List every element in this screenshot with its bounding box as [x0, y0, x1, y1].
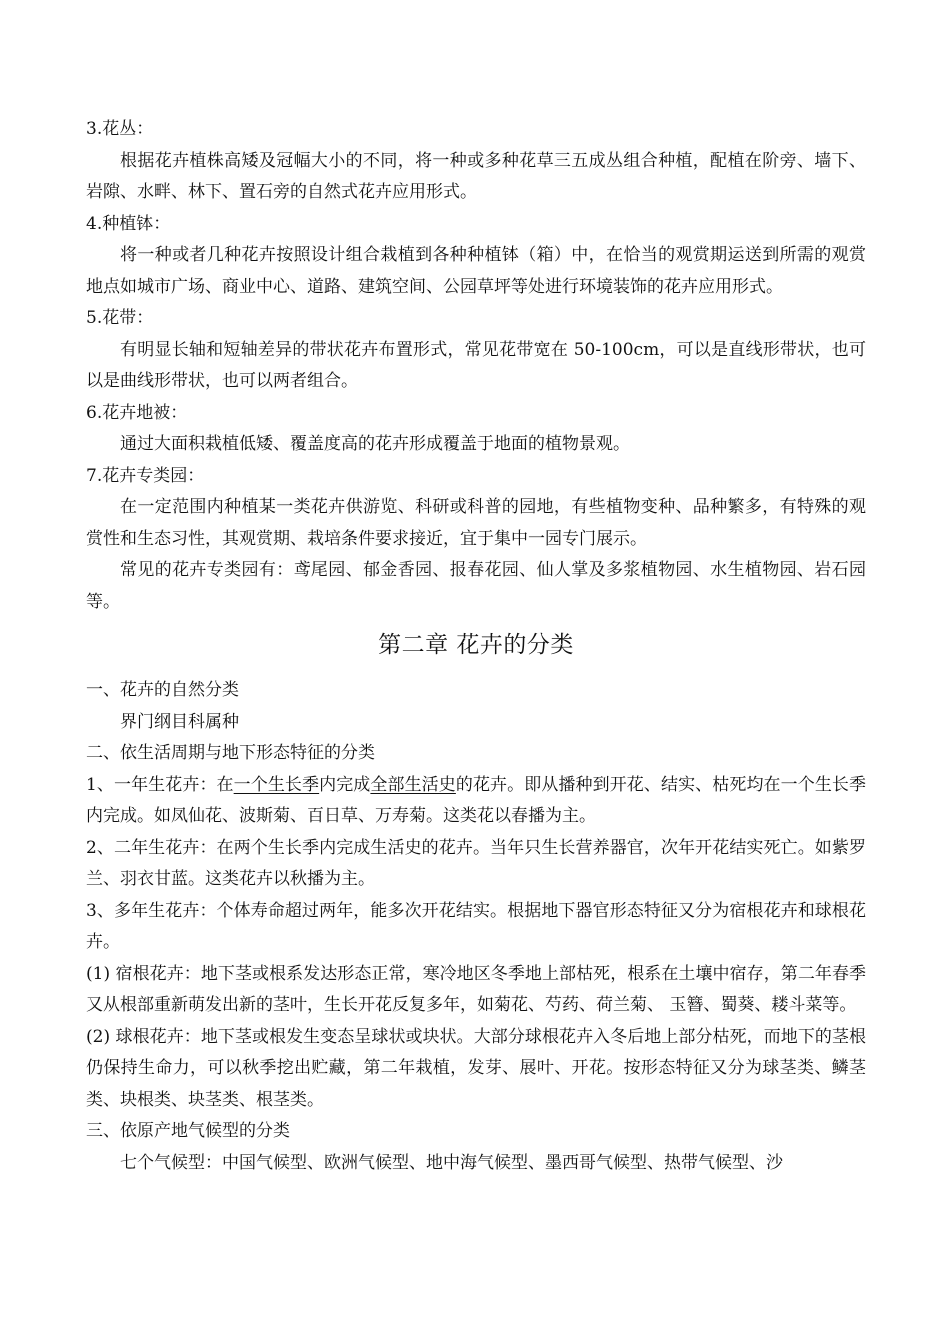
section-heading-flower-cluster: 3.花丛： [86, 119, 154, 139]
chapter-title: 第二章 花卉的分类 [378, 632, 574, 658]
section-heading-flower-strip: 5.花带： [86, 308, 154, 328]
paragraph-flower-strip: 有明显长轴和短轴差异的带状花卉布置形式，常见花带宽在 50-100cm，可以是直线形带状，也可以是曲线形带状，也可以两者组合。 [86, 339, 866, 391]
section-heading-climate-classification: 三、依原产地气候型的分类 [86, 1121, 290, 1141]
paragraph-specialty-garden: 在一定范围内种植某一类花卉供游览、科研或科普的园地，有些植物变种、品种繁多，有特殊的观赏性和生态习性，其观赏期、栽培条件要求接近，宜于集中一园专门展示。 [86, 497, 866, 549]
section-heading-specialty-garden: 7.花卉专类园： [86, 465, 205, 486]
annual-text-e: 的花卉。即从播种到开花、结实、枯死均在一个生长季内完成。如凤仙花、波斯菊、百日草、万寿菊。这类花以春播为主。 [86, 774, 867, 826]
section-heading-natural-classification: 一、花卉的自然分类 [86, 680, 239, 700]
annual-underlined-full-life-cycle: 全部生活史 [370, 774, 456, 795]
paragraph-climate-types: 七个气候型：中国气候型、欧洲气候型、地中海气候型、墨西哥气候型、热带气候型、沙 [120, 1152, 783, 1173]
section-heading-planting-pot: 4.种植钵： [86, 213, 171, 234]
paragraph-annual-flowers [86, 770, 866, 833]
annual-text-a: 1、一年生花卉：在 [86, 774, 234, 795]
paragraph-herbaceous-perennials: (1) 宿根花卉：地下茎或根系发达形态正常，寒冷地区冬季地上部枯死，根系在土壤中宿存，第二年春季又从根部重新萌发出新的茎叶，生长开花反复多年，如菊花、芍药、荷兰菊、 玉簪、蜀葵、耧斗菜等。 [86, 963, 866, 1015]
paragraph-biennial-flowers: 2、二年生花卉：在两个生长季内完成生活史的花卉。当年只生长营养器官，次年开花结实死亡。如紫罗兰、羽衣甘蓝。这类花卉以秋播为主。 [86, 837, 866, 889]
paragraph-flower-cluster: 根据花卉植株高矮及冠幅大小的不同，将一种或多种花草三五成丛组合种植，配植在阶旁、墙下、岩隙、水畔、林下、置石旁的自然式花卉应用形式。 [86, 150, 866, 202]
paragraph-taxonomy: 界门纲目科属种 [120, 711, 239, 732]
annual-underlined-one-season: 一个生长季 [233, 774, 320, 795]
document-body [86, 114, 866, 1179]
section-heading-ground-cover: 6.花卉地被： [86, 402, 188, 423]
section-heading-life-cycle-classification: 二、依生活周期与地下形态特征的分类 [86, 743, 375, 763]
paragraph-specialty-garden-examples: 常见的花卉专类园有：鸢尾园、郁金香园、报春花园、仙人掌及多浆植物园、水生植物园、岩石园等。 [86, 560, 866, 612]
paragraph-bulb-flowers: (2) 球根花卉：地下茎或根发生变态呈球状或块状。大部分球根花卉入冬后地上部分枯死，而地下的茎根仍保持生命力，可以秋季挖出贮藏，第二年栽植，发芽、展叶、开花。按形态特征又分为球茎类、鳞茎类、块根类、块茎类、根茎类。 [86, 1026, 866, 1110]
paragraph-perennial-flowers: 3、多年生花卉：个体寿命超过两年，能多次开花结实。根据地下器官形态特征又分为宿根花卉和球根花卉。 [86, 900, 866, 952]
paragraph-ground-cover: 通过大面积栽植低矮、覆盖度高的花卉形成覆盖于地面的植物景观。 [120, 434, 630, 454]
paragraph-planting-pot: 将一种或者几种花卉按照设计组合栽植到各种种植钵（箱）中，在恰当的观赏期运送到所需的观赏地点如城市广场、商业中心、道路、建筑空间、公园草坪等处进行环境装饰的花卉应用形式。 [86, 245, 866, 297]
annual-text-c: 内完成 [319, 774, 371, 795]
